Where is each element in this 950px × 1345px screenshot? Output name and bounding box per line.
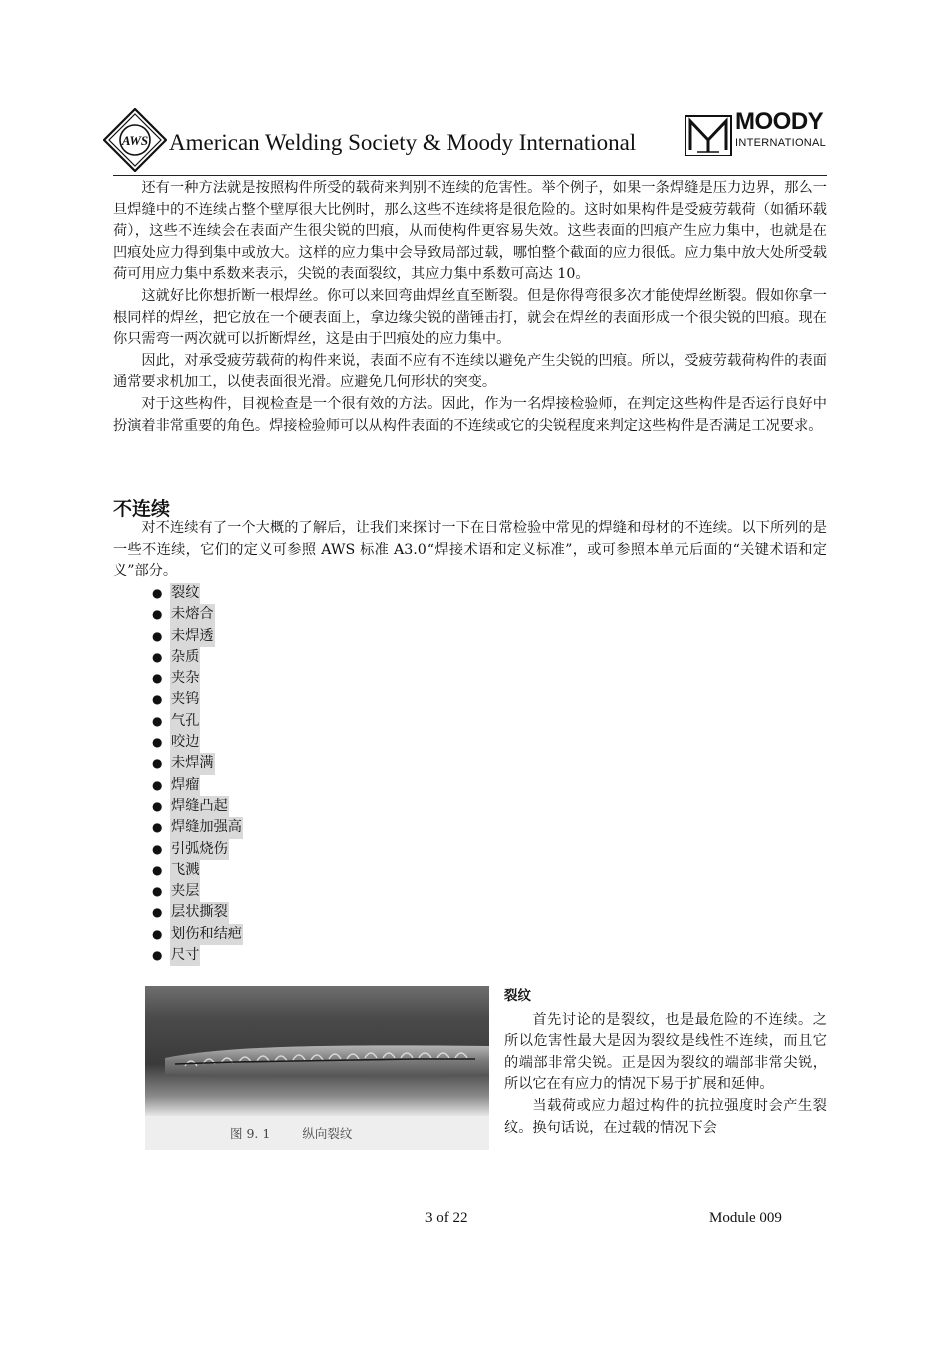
body-text [113, 178, 827, 437]
bullet-icon: ● [152, 586, 163, 600]
weld-crack-photo [145, 986, 489, 1150]
aws-logo [103, 108, 167, 172]
list-item: ● 未焊满 [152, 753, 243, 774]
list-item: ● 未熔合 [152, 604, 243, 625]
bullet-icon: ● [152, 905, 163, 920]
bullet-icon: ● [152, 756, 163, 771]
list-item: ● 未焊透 [152, 626, 243, 647]
bullet-icon: ● [152, 862, 163, 877]
list-item: ● 划伤和结疤 [152, 924, 243, 945]
figure-caption-text: 纵向裂纹 [302, 1126, 353, 1141]
crack-section [504, 986, 827, 1139]
module-label: Module 009 [709, 1210, 782, 1226]
list-item: ● 裂纹 [152, 583, 243, 604]
list-item: ● 飞溅 [152, 860, 243, 881]
list-item: ● 杂质 [152, 647, 243, 668]
paragraph: 当载荷或应力超过构件的抗拉强度时会产生裂纹。换句话说，在过载的情况下会 [504, 1097, 827, 1136]
bullet-icon: ● [152, 884, 163, 899]
bullet-icon: ● [152, 713, 163, 728]
header-divider [113, 175, 827, 176]
figure-number: 图 9. 1 [230, 1126, 271, 1141]
bullet-icon: ● [152, 628, 163, 643]
discontinuity-list [152, 583, 243, 966]
paragraph: 还有一种方法就是按照构件所受的载荷来判别不连续的危害性。举个例子，如果一条焊缝是压力边界，那么一旦焊缝中的不连续占整个壁厚很大比例时，那么这些不连续将是很危险的。这时如果构件是受疲劳载荷（如循环载荷），这些不连续会在表面产生很尖锐的凹痕，从而使构件更容易失效。这些表面的凹痕产生应力集中，也就是在凹痕处应力得到集中或放大。这样的应力集中会导致局部过载，哪怕整个截面的应力很低。应力集中放大处所受载荷可用应力集中系数来表示，尖锐的表面裂纹，其应力集中系数可高达 10。 [113, 180, 827, 283]
paragraph: 对于这些构件，目视检查是一个很有效的方法。因此，作为一名焊接检验师，在判定这些构件是否运行良好中扮演着非常重要的角色。焊接检验师可以从构件表面的不连续或它的尖锐程度来判定这些构件是否满足工况要求。 [113, 395, 827, 434]
paragraph: 首先讨论的是裂纹，也是最危险的不连续。之所以危害性最大是因为裂纹是线性不连续，而且它的端部非常尖锐。正是因为裂纹的端部非常尖锐，所以它在有应力的情况下易于扩展和延伸。 [504, 1011, 827, 1093]
list-item: ● 气孔 [152, 711, 243, 732]
header-title: American Welding Society & Moody International [169, 130, 637, 155]
moody-logo-name: MOODY [735, 108, 824, 135]
list-item: ● 咬边 [152, 732, 243, 753]
paragraph: 这就好比你想折断一根焊丝。你可以来回弯曲焊丝直至断裂。但是你得弯很多次才能使焊丝断裂。假如你拿一根同样的焊丝，把它放在一个硬表面上，拿边缘尖锐的凿锤击打，就会在焊丝的表面形成一个很尖锐的凹痕。现在你只需弯一两次就可以折断焊丝，这是由于凹痕处的应力集中。 [113, 287, 827, 348]
bullet-icon: ● [152, 671, 163, 686]
bullet-icon: ● [152, 841, 163, 856]
list-item: ● 夹杂 [152, 668, 243, 689]
bullet-icon: ● [152, 777, 163, 792]
bullet-icon: ● [152, 798, 163, 813]
bullet-icon: ● [152, 692, 163, 707]
list-item: ● 引弧烧伤 [152, 839, 243, 860]
list-item: ● 焊瘤 [152, 775, 243, 796]
crack-heading: 裂纹 [504, 988, 531, 1004]
moody-logo-sub: INTERNATIONAL [735, 137, 827, 149]
paragraph: 对不连续有了一个大概的了解后，让我们来探讨一下在日常检验中常见的焊缝和母材的不连续。以下所列的是一些不连续，它们的定义可参照 AWS 标准 A3.0“焊接术语和定义标准”，或可参照本单元后面的“关键术语和定义”部分。 [113, 520, 827, 580]
bullet-icon: ● [152, 948, 163, 963]
section-intro [113, 518, 827, 583]
paragraph: 因此，对承受疲劳载荷的构件来说，表面不应有不连续以避免产生尖锐的凹痕。所以，受疲劳载荷构件的表面通常要求机加工，以使表面很光滑。应避免几何形状的突变。 [113, 352, 827, 391]
list-item: ● 夹层 [152, 881, 243, 902]
list-item: ● 焊缝加强高 [152, 817, 243, 838]
bullet-icon: ● [152, 820, 163, 835]
bullet-icon: ● [152, 649, 163, 664]
figure-caption [230, 1124, 352, 1142]
list-item: ● 焊缝凸起 [152, 796, 243, 817]
list-item: ● 层状撕裂 [152, 902, 243, 923]
bullet-icon: ● [152, 607, 163, 622]
list-item: ● 尺寸 [152, 945, 243, 966]
bullet-icon: ● [152, 926, 163, 941]
list-item: ● 夹钨 [152, 689, 243, 710]
page-header [103, 108, 827, 176]
section-heading: 不连续 [113, 498, 171, 520]
bullet-icon: ● [152, 735, 163, 750]
aws-logo-text: AWS [121, 133, 149, 148]
page-number: 3 of 22 [425, 1210, 468, 1226]
